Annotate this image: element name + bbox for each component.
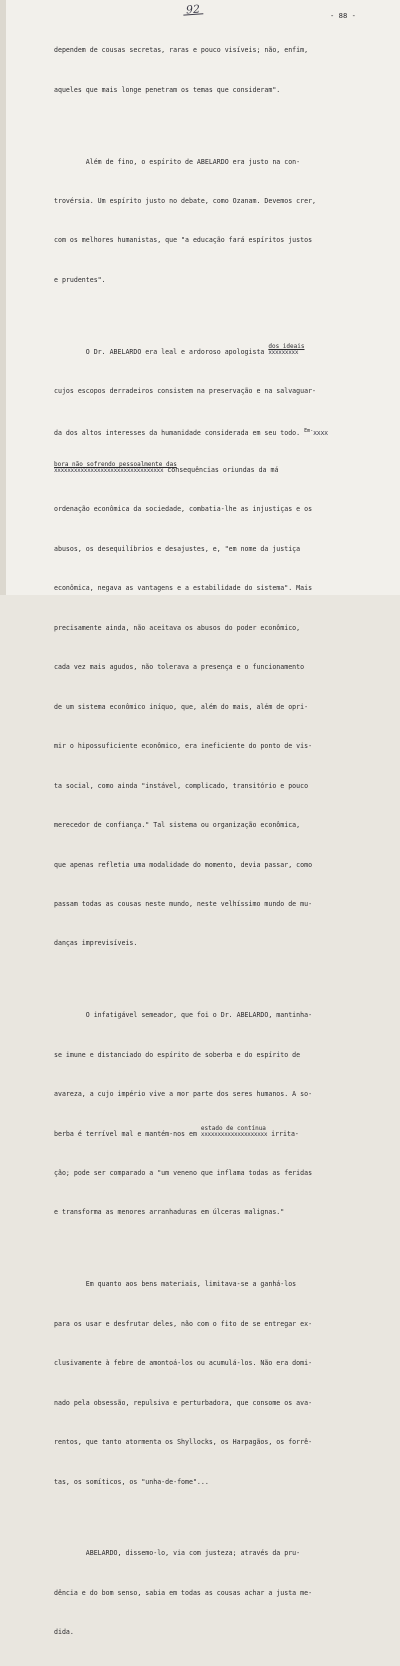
struck-out-text: xxxx (313, 428, 328, 437)
text-line: rentos, que tanto atormenta os Shyllocks, os Harpagãos, os forrê- (54, 1438, 313, 1447)
text-line: Em quanto aos bens materiais, limitava-se a ganhá-los (54, 1280, 297, 1289)
text-segment: berba é terrível mal e mantém-nos em (54, 1129, 201, 1138)
text-line: mir o hipossuficiente econômico, era ineficiente do ponto de vis- (54, 742, 313, 751)
text-segment: irrita- (267, 1129, 299, 1138)
struck-out-text: xxxxxxxxx (268, 348, 299, 356)
interlinear-correction (268, 342, 305, 359)
text-line: abusos, os desequilíbrios e desajustes, e, "em nome da justiça (54, 544, 301, 553)
page-edge (0, 0, 6, 595)
text-line: aqueles que mais longe penetram os temas que consideram". (54, 85, 281, 94)
text-line: precisamente ainda, não aceitava os abusos do poder econômico, (54, 623, 301, 632)
struck-out-text: xxxxxxxxxxxxxxxxxxxxxxxxxxxxxxxxx (54, 467, 164, 475)
correction-text: dos ideais (268, 342, 305, 350)
body-text (54, 18, 366, 1666)
text-line: Além de fino, o espírito de ABELARDO era justo na con- (54, 157, 301, 166)
insertion-mark: Em- (304, 427, 314, 434)
text-line (54, 342, 366, 359)
text-line: passam todas as cousas neste mundo, neste velhíssimo mundo de mu- (54, 900, 313, 908)
text-line: dependem de cousas secretas, raras e pouco visíveis; não, enfim, (54, 46, 309, 55)
text-line: danças imprevisíveis. (54, 939, 138, 948)
correction-text: estado de contínua (200, 1124, 266, 1132)
text-line: ordenação econômica da sociedade, combatia-lhe as injustiças e os (54, 505, 313, 514)
text-line: ABELARDO, dissemo-lo, via com justeza; através da pru- (54, 1549, 301, 1558)
correction-text: bora não sofrendo pessoalmente das (54, 461, 177, 469)
interlinear-correction (200, 1124, 268, 1141)
interlinear-correction (54, 461, 177, 477)
text-line: ta social, como ainda "instável, complicado, transitório e pouco (54, 781, 309, 790)
text-line: ção; pode ser comparado a "um veneno que inflama todas as feridas (54, 1169, 313, 1178)
text-line (54, 1124, 366, 1141)
text-line: se imune e distanciado do espírito de soberba e do espírito de (54, 1050, 301, 1059)
text-line: merecedor de confiança." Tal sistema ou organização econômica, (54, 821, 301, 830)
text-line (54, 461, 366, 477)
text-line: trovérsia. Um espírito justo no debate, como Ozanam. Devemos crer, (54, 196, 317, 205)
text-line: tas, os somíticos, os "unha-de-fome"... (54, 1477, 209, 1486)
struck-out-text: xxxxxxxxxxxxxxxxxxxx (200, 1130, 268, 1138)
text-line: cada vez mais agudos, não tolerava a presença e o funcionamento (54, 663, 305, 672)
text-segment: O Dr. ABELARDO era leal e ardoroso apologista (54, 347, 269, 356)
text-line: com os melhores humanistas, que "a educação fará espíritos justos (54, 236, 313, 245)
text-line: de um sistema econômico iníquo, que, além do mais, além de opri- (54, 702, 309, 711)
handwritten-folio-number: 92 (185, 2, 201, 17)
text-line: que apenas refletia uma modalidade do momento, devia passar, como (54, 860, 313, 869)
text-line: para os usar e desfrutar deles, não com o fito de se entregar ex- (54, 1319, 313, 1328)
text-line: dência e do bom senso, sabia em todas as cousas achar a justa me- (54, 1588, 313, 1597)
text-segment: consequências oriundas da má (163, 466, 279, 475)
text-line: dida. (54, 1628, 74, 1637)
page-number: - 88 - (330, 11, 356, 20)
text-line: nado pela obsessão, repulsiva e perturbadora, que consome os ava- (54, 1398, 313, 1407)
text-line: cujos escopos derradeiros consistem na preservação e na salvaguar- (54, 387, 317, 396)
text-line: avareza, a cujo império vive a mor parte dos seres humanos. A so- (54, 1090, 313, 1099)
text-segment: da dos altos interesses da humanidade considerada em seu todo. (54, 428, 305, 437)
text-line: O infatigável semeador, que foi o Dr. ABELARDO, mantinha- (54, 1011, 313, 1020)
text-line (54, 425, 366, 438)
text-line: clusivamente à febre de amontoá-los ou acumulá-los. Não era domi- (54, 1359, 313, 1368)
text-line: e transforma as menores arranhaduras em úlceras malignas." (54, 1208, 285, 1217)
text-line: econômica, negava as vantagens e a estabilidade do sistema". Mais (54, 584, 313, 593)
text-line: e prudentes". (54, 275, 106, 284)
